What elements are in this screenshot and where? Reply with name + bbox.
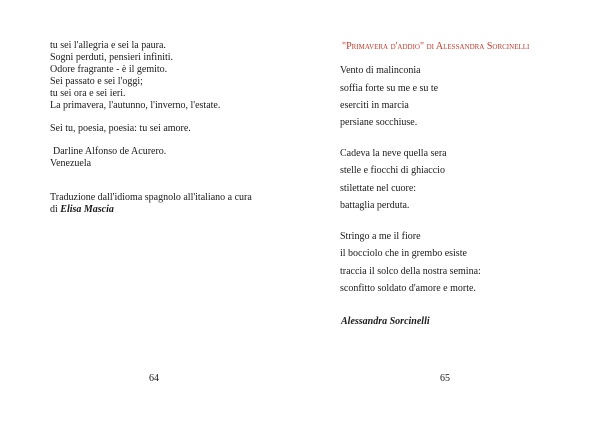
stanza-line: battaglia perduta. (340, 200, 410, 211)
translator-credit (50, 204, 114, 216)
stanza-line: Cadeva la neve quella sera (340, 148, 447, 159)
stanza-line: Vento di malinconia (340, 65, 421, 76)
poem-line: tu sei ora e sei ieri. (50, 88, 126, 99)
stanza-line: stilettate nel cuore: (340, 183, 417, 194)
author-name: Darline Alfonso de Acurero. (53, 146, 167, 157)
stanza-line: il bocciolo che in grembo esiste (340, 248, 467, 259)
stanza-line: soffia forte su me e su te (340, 83, 439, 94)
poem-title (342, 41, 529, 53)
stanza-line: stelle e fiocchi di ghiaccio (340, 165, 445, 176)
poem-line: La primavera, l'autunno, l'inverno, l'estate. (50, 100, 221, 111)
right-page (300, 0, 600, 424)
closing-line: Sei tu, poesia, poesia: tu sei amore. (50, 123, 191, 134)
translation-note: Traduzione dall'idioma spagnolo all'italiano a cura (50, 192, 252, 203)
poem-title-author: Alessandra Sorcinelli (435, 41, 530, 52)
poem-line: tu sei l'allegria e sei la paura. (50, 40, 166, 51)
author-place: Venezuela (50, 158, 92, 169)
signature: Alessandra Sorcinelli (341, 316, 430, 327)
stanza-line: traccia il solco della nostra semina: (340, 266, 481, 277)
poem-line: Odore fragrante - è il gemito. (50, 64, 168, 75)
poem-line: Sogni perduti, pensieri infiniti. (50, 52, 174, 63)
translator-prefix: di (50, 204, 61, 215)
stanza-line: sconfitto soldato d'amore e morte. (340, 283, 476, 294)
stanza-line: Stringo a me il fiore (340, 231, 421, 242)
poem-line: Sei passato e sei l'oggi; (50, 76, 143, 87)
stanza-line: persiane socchiuse. (340, 117, 418, 128)
page-number-left: 64 (149, 373, 159, 384)
poem-title-text: "Primavera d'addio" di (342, 41, 436, 52)
stanza-line: eserciti in marcia (340, 100, 409, 111)
translator-name: Elisa Mascia (60, 204, 114, 215)
page-number-right: 65 (440, 373, 450, 384)
